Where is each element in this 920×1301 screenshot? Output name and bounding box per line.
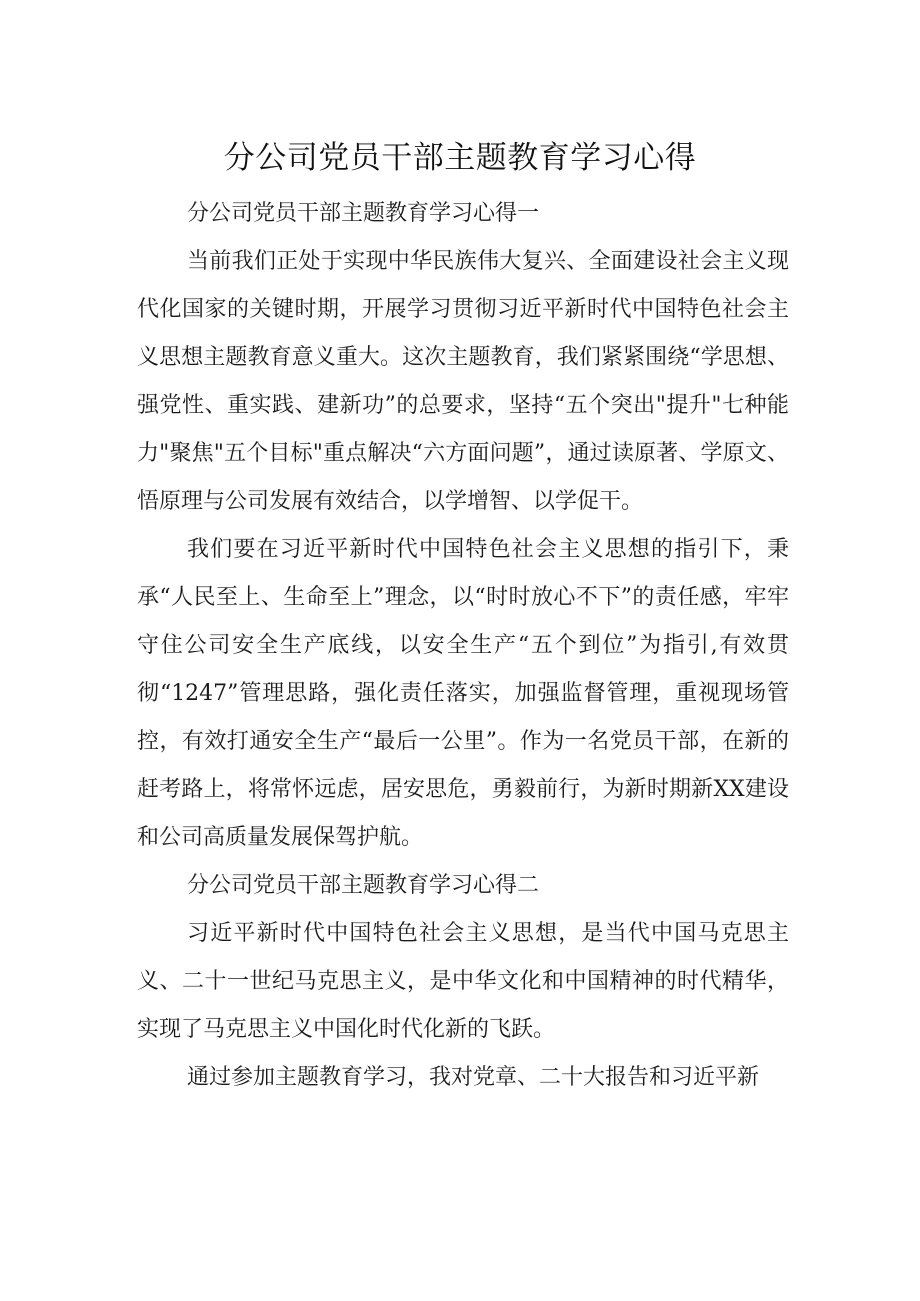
body-paragraph: 习近平新时代中国特色社会主义思想，是当代中国马克思主义、二十一世纪马克思主义，是中华文化和中国精神的时代精华，实现了马克思主义中国化时代化新的飞跃。 [137, 921, 789, 1042]
document-body [137, 190, 789, 1102]
section-heading: 分公司党员干部主题教育学习心得一 [187, 201, 540, 226]
body-paragraph: 当前我们正处于实现中华民族伟大复兴、全面建设社会主义现代化国家的关键时期，开展学习贯彻习近平新时代中国特色社会主义思想主题教育意义重大。这次主题教育，我们紧紧围绕“学思想、强党性、重实践、建新功”的总要求，坚持“五个突出"提升"七种能力"聚焦"五个目标"重点解决“六方面问题”，通过读原著、学原文、悟原理与公司发展有效结合，以学增智、以学促干。 [137, 249, 789, 514]
section-heading: 分公司党员干部主题教育学习心得二 [187, 873, 540, 898]
document-title: 分公司党员干部主题教育学习心得 [223, 140, 697, 176]
body-paragraph: 通过参加主题教育学习，我对党章、二十大报告和习近平新 [187, 1065, 760, 1090]
body-paragraph: 我们要在习近平新时代中国特色社会主义思想的指引下，秉承“人民至上、生命至上”理念，以“时时放心不下”的责任感，牢牢守住公司安全生产底线，以安全生产“五个到位”为指引,有效贯彻“1247”管理思路，强化责任落实，加强监督管理，重视现场管控，有效打通安全生产“最后一公里”。作为一名党员干部，在新的赶考路上，将常怀远虑，居安思危，勇毅前行，为新时期新XX建设和公司高质量发展保驾护航。 [137, 537, 789, 850]
